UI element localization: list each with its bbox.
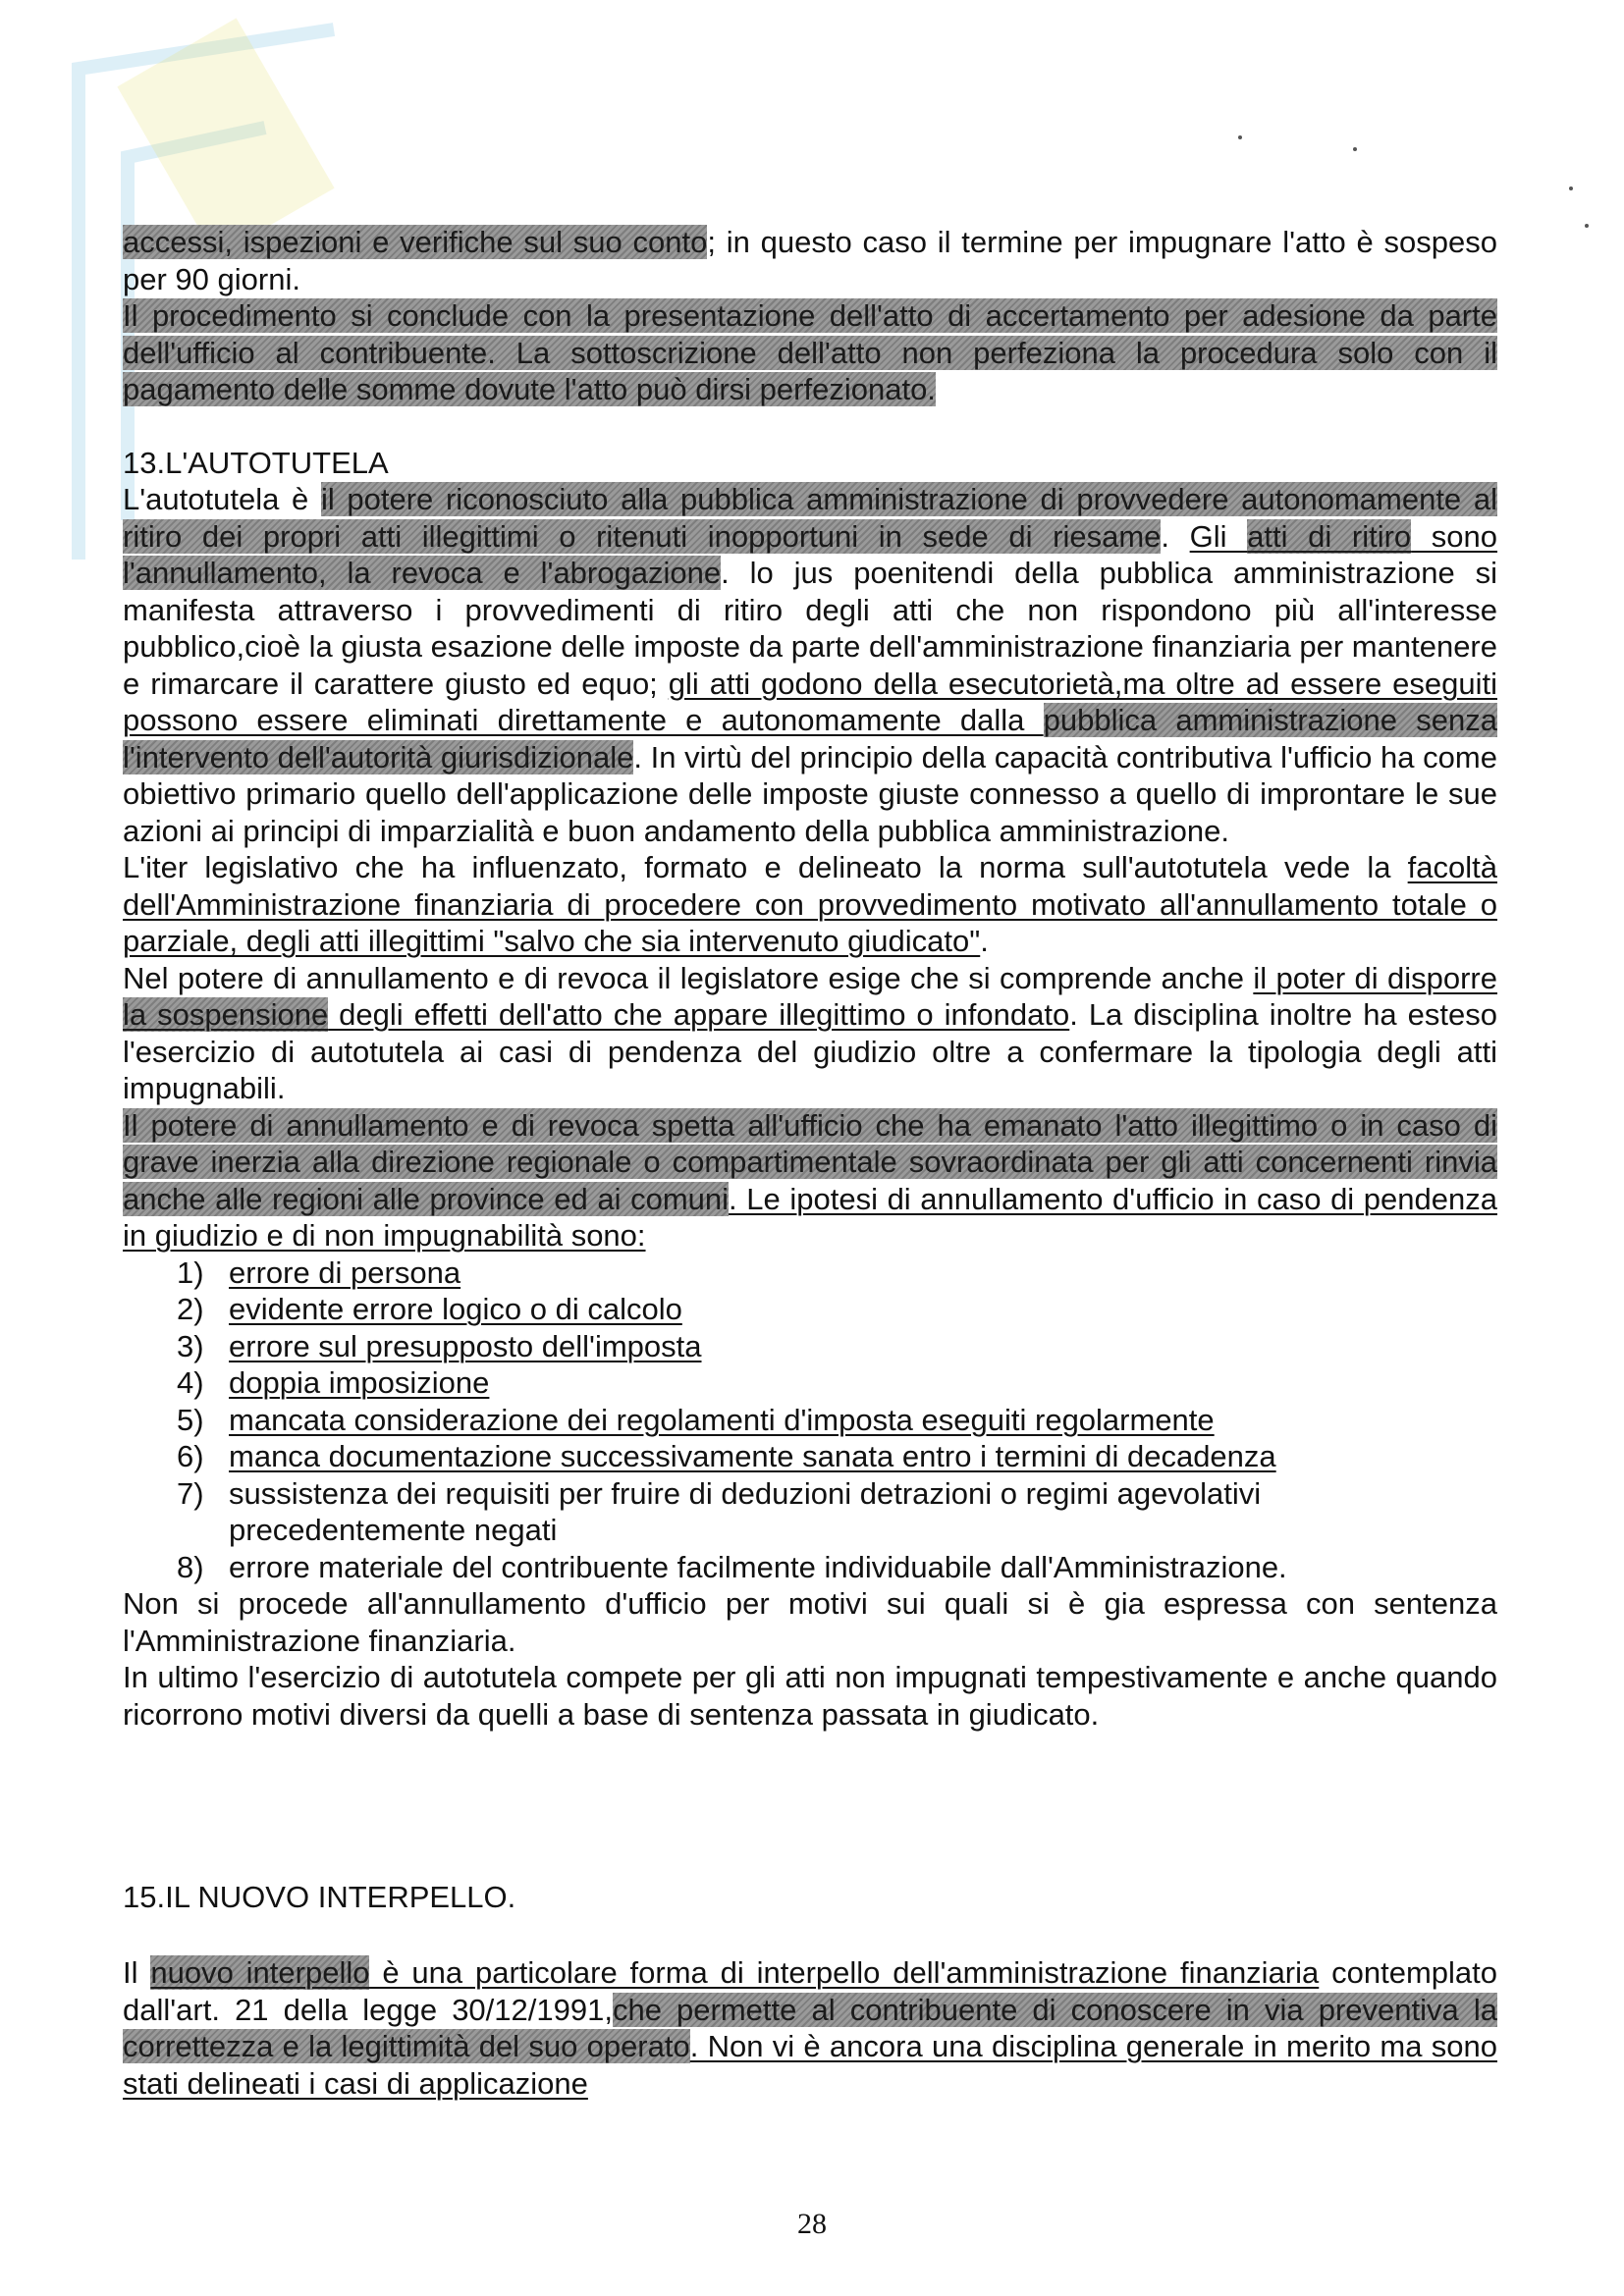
list-number: 6) — [177, 1439, 204, 1473]
paragraph — [123, 481, 1497, 849]
list-item — [123, 1402, 1497, 1439]
list-item-text: sussistenza dei requisiti per fruire di deduzioni detrazioni o regimi agevolativi precedentemente negati — [229, 1475, 1262, 1547]
paragraph-text: . — [1161, 518, 1190, 554]
list-item — [123, 1549, 1497, 1586]
scan-speck — [1585, 224, 1589, 228]
paragraph: In ultimo l'esercizio di autotutela compete per gli atti non impugnati tempestivamente e anche quando ricorrono motivi diversi da quelli a base di sentenza passata in giudicato. — [123, 1660, 1497, 1732]
list-item — [123, 1291, 1497, 1328]
paragraph — [123, 1954, 1497, 2102]
highlight: pubblica amministrazione senza l'intervento dell'autorità giurisdizionale — [123, 703, 1497, 774]
underlined-text: facoltà dell'Amministrazione finanziaria di procedere con provvedimento motivato all'annullamento totale o parziale, degli atti illegittimi "salvo che sia intervenuto giudicato" — [123, 850, 1497, 958]
highlight: che permette al contribuente di conoscere in via preventiva la correttezza e la legittimità del suo operato — [123, 1992, 1497, 2063]
intro-paragraph — [123, 224, 1497, 297]
list-item — [123, 1255, 1497, 1292]
highlight: Il procedimento si conclude con la presentazione dell'atto di accertamento per adesione da parte dell'ufficio al contribuente. La sottoscrizione dell'atto non perfeziona la procedura solo con il pagamento delle somme dovute l'atto può dirsi perfezionato. — [123, 298, 1497, 406]
list-number: 1) — [177, 1255, 204, 1290]
highlight: nuovo interpello — [150, 1955, 370, 1990]
paragraph-text: . — [980, 924, 989, 958]
annulment-cases-list — [123, 1255, 1497, 1586]
section-autotutela — [123, 446, 1497, 1733]
paragraph: Non si procede all'annullamento d'ufficio per motivi sui quali si è gia espressa con sentenza l'Amministrazione finanziaria. — [123, 1586, 1497, 1658]
page-number: 28 — [797, 2208, 827, 2240]
paragraph — [123, 1107, 1497, 1255]
underlined-text: . Non vi è ancora una disciplina generale in merito ma sono stati delineati i casi di applicazione — [123, 2029, 1497, 2101]
intro-block — [123, 224, 1497, 408]
underlined-text: Gli — [1189, 518, 1248, 554]
list-number: 7) — [177, 1475, 204, 1511]
highlight: la sospensione — [123, 997, 329, 1032]
list-item-text: errore materiale del contribuente facilmente individuabile dall'Amministrazione. — [229, 1549, 1287, 1584]
list-number: 5) — [177, 1402, 204, 1437]
paragraph-text: contemplato dall'art. 21 della legge 30/12/1991, — [123, 1955, 1497, 2027]
list-item-text: mancata considerazione dei regolamenti d'imposta eseguiti regolarmente — [229, 1402, 1215, 1437]
highlight: atti di ritiro — [1247, 518, 1412, 554]
paragraph-text: ; in questo caso il termine per impugnare l'atto è sospeso per 90 giorni. — [123, 225, 1497, 296]
highlight: l'annullamento, la revoca e l'abrogazione — [123, 556, 722, 590]
intro-paragraph-2 — [123, 297, 1497, 408]
scan-speck — [1569, 187, 1573, 190]
underlined-text: il poter di disporre — [1253, 960, 1498, 995]
underlined-text: è una particolare forma di interpello dell'amministrazione finanziaria — [369, 1955, 1320, 1990]
scan-speck — [1353, 147, 1357, 151]
underlined-text: degli effetti dell'atto che appare illegittimo o infondato — [328, 997, 1070, 1032]
paragraph-text: Il — [123, 1955, 151, 1990]
paragraph-text: . La disciplina inoltre ha esteso l'esercizio di autotutela ai casi di pendenza del giudizio oltre a confermare la tipologia degli atti impugnabili. — [123, 997, 1497, 1105]
list-item-text: evidente errore logico o di calcolo — [229, 1292, 682, 1326]
list-item — [123, 1438, 1497, 1475]
list-item-text: manca documentazione successivamente sanata entro i termini di decadenza — [229, 1439, 1276, 1473]
underlined-text: sono — [1411, 518, 1498, 554]
highlight: Il potere di annullamento e di revoca spetta all'ufficio che ha emanato l'atto illegittimo o in caso di grave inerzia alla direzione regionale o compartimentale sovraordinata per gli atti concernenti rinvia anche alle regioni alle province ed ai comuni — [123, 1107, 1497, 1216]
highlight: il potere riconosciuto alla pubblica amministrazione di provvedere autonomamente al ritiro dei propri atti illegittimi o ritenuti inopportuni in sede di riesame — [123, 482, 1497, 554]
underlined-text: gli atti godono della esecutorietà,ma oltre ad essere eseguiti possono essere eliminati direttamente e autonomamente dalla — [123, 666, 1497, 737]
section-title: 13.L'AUTOTUTELA — [123, 446, 389, 480]
list-number: 4) — [177, 1365, 204, 1400]
list-item-text: doppia imposizione — [229, 1365, 490, 1400]
paragraph-text: L'iter legislativo che ha influenzato, formato e delineato la norma sull'autotutela vede la — [123, 850, 1408, 884]
scan-speck — [1238, 135, 1242, 139]
list-item — [123, 1328, 1497, 1365]
paragraph-text: . lo jus poenitendi della pubblica amministrazione si manifesta attraverso i provvedimenti di ritiro degli atti che non rispondono più all'interesse pubblico,cioè la giusta esazione delle imposte da parte dell'amministrazione finanziaria per mantenere e rimarcare il carattere giusto ed equo; — [123, 556, 1497, 701]
paragraph-text: Nel potere di annullamento e di revoca il legislatore esige che si comprende anche — [123, 960, 1254, 995]
underlined-text: . Le ipotesi di annullamento d'ufficio in caso di pendenza in giudizio e di non impugnabilità sono: — [123, 1181, 1497, 1253]
list-item-text: errore sul presupposto dell'imposta — [229, 1328, 702, 1363]
paragraph-text: L'autotutela è — [123, 482, 321, 516]
section-title: 15.IL NUOVO INTERPELLO. — [123, 1880, 516, 1914]
list-item — [123, 1364, 1497, 1402]
list-item — [123, 1475, 1497, 1549]
list-number: 2) — [177, 1292, 204, 1326]
list-number: 8) — [177, 1549, 204, 1584]
highlight: accessi, ispezioni e verifiche sul suo conto — [123, 225, 708, 259]
list-number: 3) — [177, 1328, 204, 1363]
paragraph — [123, 849, 1497, 960]
paragraph — [123, 960, 1497, 1107]
list-item-text: errore di persona — [229, 1255, 461, 1290]
section-nuovo-interpello — [123, 1880, 1497, 2102]
paragraph-text: . In virtù del principio della capacità contributiva l'ufficio ha come obiettivo primario quello dell'applicazione delle imposte giuste connesso a quello di improntare le sue azioni ai principi di imparzialità e buon andamento della pubblica amministrazione. — [123, 739, 1497, 848]
